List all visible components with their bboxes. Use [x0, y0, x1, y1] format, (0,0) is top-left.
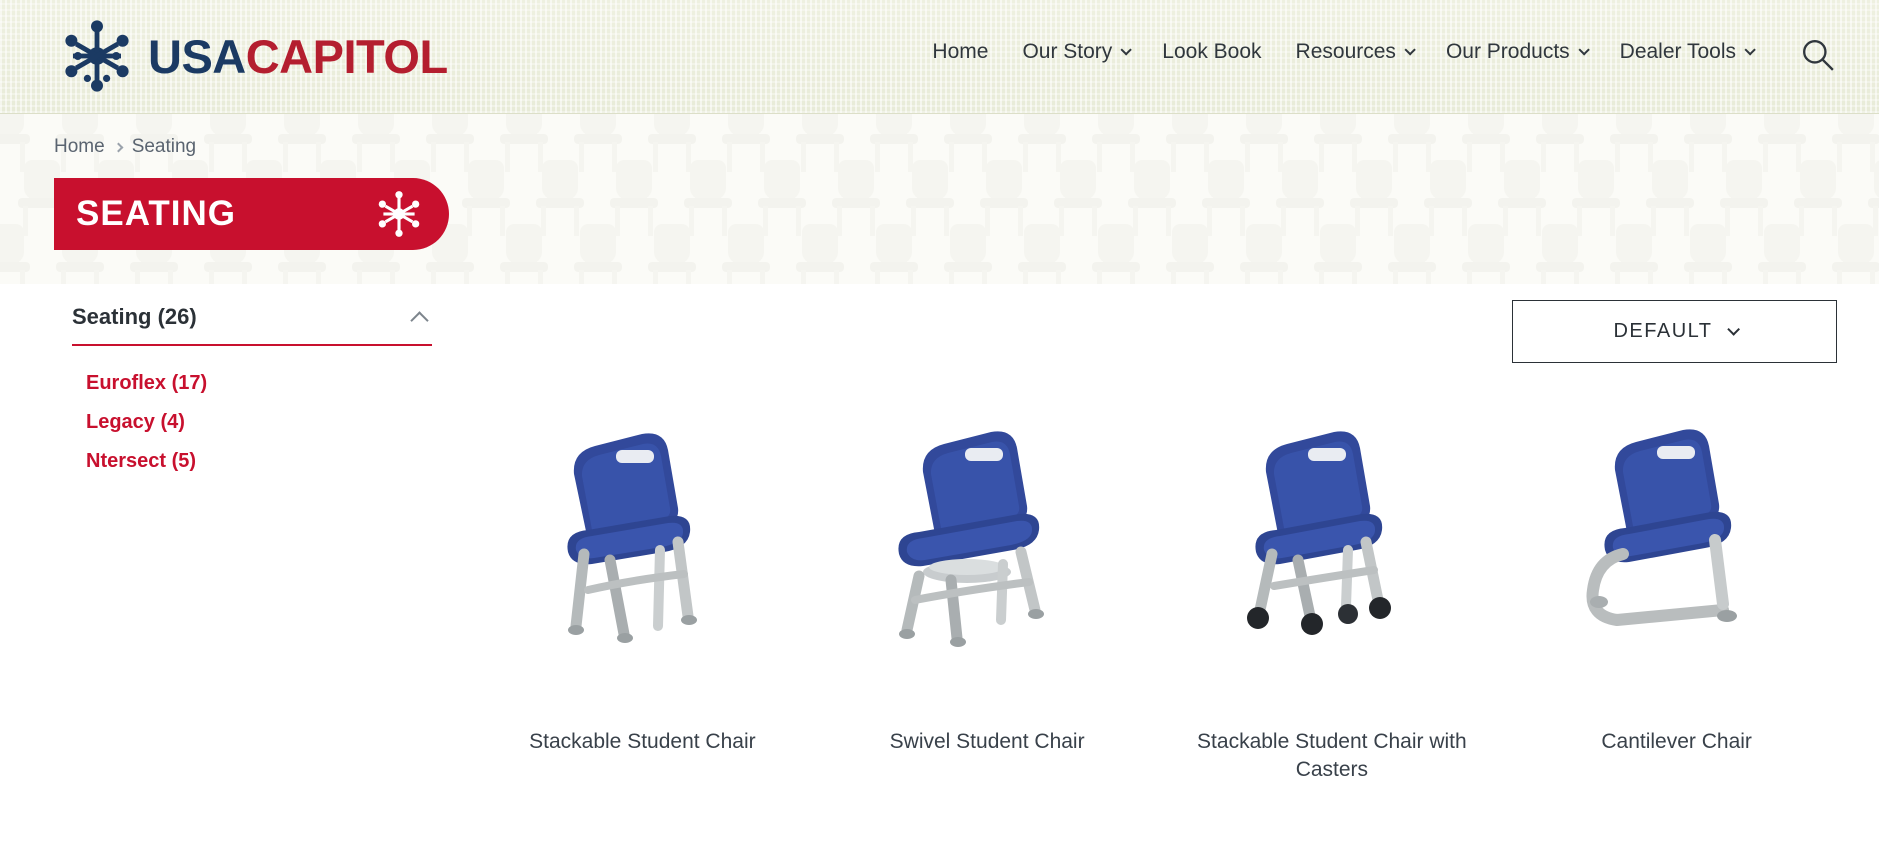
product-name: Swivel Student Chair	[889, 730, 1085, 753]
product-image-swivel-student-chair	[837, 404, 1137, 654]
breadcrumb-item-seating[interactable]: Seating	[131, 136, 197, 157]
filter-group-seating[interactable]	[72, 304, 432, 346]
nav-label: Home	[932, 40, 989, 63]
nav-item-resources[interactable]	[1279, 34, 1429, 70]
sort-dropdown[interactable]	[1512, 300, 1837, 363]
nav-label: Dealer Tools	[1619, 40, 1736, 63]
nav-item-our-story[interactable]	[1005, 34, 1145, 70]
main-navigation	[915, 34, 1769, 70]
product-name: Cantilever Chair	[1601, 730, 1752, 753]
chevron-down-icon	[1744, 44, 1755, 55]
capitol-star-icon	[373, 188, 425, 240]
nav-item-home[interactable]	[915, 34, 1005, 70]
nav-label: Look Book	[1162, 40, 1262, 63]
filter-group-label: Seating (26)	[72, 304, 197, 329]
product-name: Stackable Student Chair with Casters	[1197, 730, 1467, 782]
nav-label: Our Story	[1022, 40, 1113, 63]
nav-label: Our Products	[1445, 40, 1570, 63]
filter-list	[72, 372, 452, 473]
filter-item-legacy[interactable]: Legacy (4)	[86, 411, 185, 433]
filter-item-euroflex[interactable]: Euroflex (17)	[86, 372, 208, 394]
breadcrumb-item-home[interactable]: Home	[54, 136, 105, 157]
chevron-down-icon	[1404, 44, 1415, 55]
category-banner	[54, 178, 449, 250]
site-header	[0, 0, 1879, 114]
chevron-down-icon	[1578, 44, 1589, 55]
nav-item-our-products[interactable]	[1429, 34, 1603, 70]
site-logo[interactable]	[54, 10, 448, 102]
logo-text-capitol: CAPITOL	[245, 29, 448, 83]
chevron-down-icon	[1727, 323, 1740, 336]
chevron-right-icon	[113, 142, 123, 152]
filter-sidebar	[72, 304, 452, 489]
category-hero	[0, 114, 1879, 284]
product-image-stackable-student-chair-with-casters	[1182, 404, 1482, 654]
capitol-star-icon	[54, 16, 140, 96]
logo-text	[148, 29, 448, 83]
chevron-up-icon[interactable]	[410, 311, 428, 329]
nav-label: Resources	[1295, 40, 1396, 63]
filter-item-ntersect[interactable]: Ntersect (5)	[86, 450, 197, 472]
product-card[interactable]	[1160, 404, 1505, 785]
nav-item-look-book[interactable]	[1145, 34, 1278, 70]
product-card[interactable]	[815, 404, 1160, 785]
search-icon[interactable]	[1801, 38, 1835, 72]
sort-selected-value: DEFAULT	[1613, 320, 1713, 342]
product-image-stackable-student-chair	[492, 404, 792, 654]
product-card[interactable]	[470, 404, 815, 785]
product-image-cantilever-chair	[1527, 404, 1827, 654]
product-grid	[470, 404, 1849, 785]
product-card[interactable]	[1504, 404, 1849, 785]
nav-item-dealer-tools[interactable]	[1603, 34, 1769, 70]
chevron-down-icon	[1121, 44, 1132, 55]
logo-text-usa: USA	[148, 29, 246, 83]
product-name: Stackable Student Chair	[529, 730, 756, 753]
breadcrumb	[54, 136, 196, 158]
category-body	[0, 284, 1879, 846]
page-title: SEATING	[76, 194, 236, 233]
